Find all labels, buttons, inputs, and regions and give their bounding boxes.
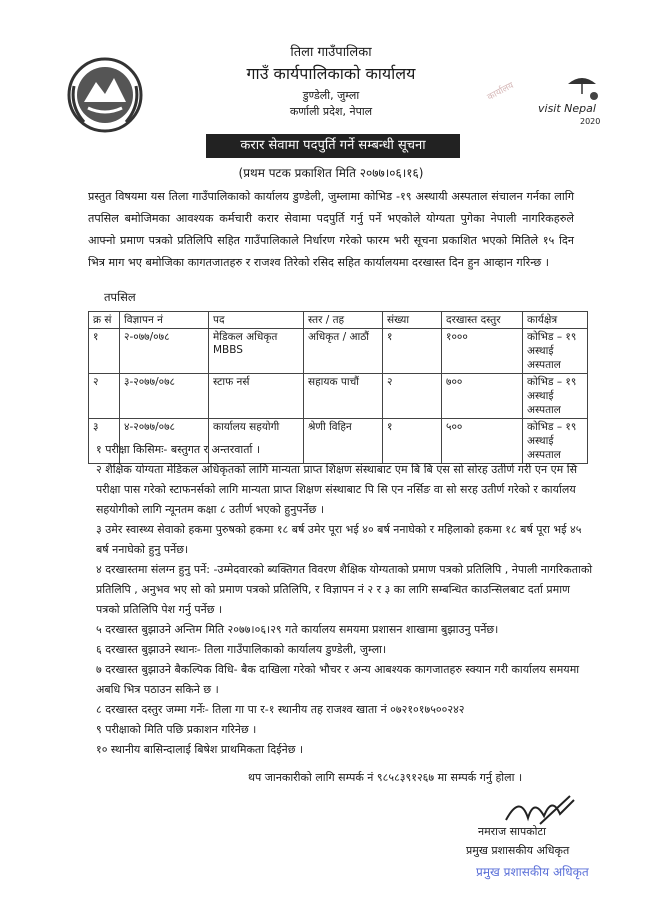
- table-row: [89, 374, 588, 419]
- designation-stamp: प्रमुख प्रशासकीय अधिकृत: [476, 865, 589, 879]
- cell-workplace: कोभिड – १९ अस्थाई अस्पताल: [523, 374, 588, 419]
- col-header-ad-no: विज्ञापन नं: [120, 312, 209, 329]
- list-item: ५ दरखास्त बुझाउने अन्तिम मिति २०७७।०६।२९ गते कार्यालय समयमा प्रशासन शाखामा बुझाउनु पर्नेछ।: [96, 623, 499, 636]
- intro-paragraph: प्रस्तुत विषयमा यस तिला गाउँपालिकाको कार्यालय डुण्डेली, जुम्लामा कोभिड -१९ अस्थायी अस्पताल संचालन गर्नका लागि तपसिल बमोजिमका आवश्यक कर्मचारी करार सेवामा पदपुर्ति गर्नु पर्ने भएकोले योग्यता पुगेका नेपाली नागरिकहरुले आफ्नो प्रमाण पत्रको प्रतिलिपि सहित गाउँपालिकाले निर्धारण गरेको फारम भरी सूचना प्रकाशित भएको मितिले १५ दिन भित्र माग भए बमोजिका कागतजातहरु र राजश्व तिरेको रसिद सहित कार्यालयमा दरखास्त दिन हुन आव्हान गरिन्छ ।: [88, 190, 574, 269]
- list-item: ४ दरखास्तमा संलग्न हुनु पर्ने: -उम्मेदवारको ब्यक्तिगत विवरण शैक्षिक योग्यताको प्रमाण पत्रको प्रतिलिपि , नेपाली नागरिकताको प्रतिलिपि , अनुभव भए सो को प्रमाण पत्रको प्रतिलिपि, र विज्ञापन नं २ र ३ का लागि सम्बन्धित काउन्सिलबाट दर्ता प्रमाण पत्रको प्रतिलिपि पेश गर्नु पर्नेछ ।: [96, 563, 593, 616]
- table-row: [89, 329, 588, 374]
- col-header-sn: क्र सं: [89, 312, 120, 329]
- cell-fee: ५००: [442, 419, 523, 464]
- office-province: कर्णाली प्रदेश, नेपाल: [289, 105, 373, 118]
- cell-ad-no: ३-२०७७/०७८: [120, 374, 209, 419]
- visit-nepal-logo: [536, 72, 624, 132]
- list-item: ६ दरखास्त बुझाउने स्थानः- तिला गाउँपालिकाको कार्यालय डुण्डेली, जुम्ला।: [96, 643, 387, 656]
- signatory-name: नमराज सापकोटा: [478, 825, 546, 838]
- cell-sn: ३: [89, 419, 120, 464]
- list-item: ३ उमेर स्वास्थ्य सेवाको हकमा पुरुषको हकमा १८ बर्ष उमेर पूरा भई ४० बर्ष ननाघेको र महिलाको हकमा १८ बर्ष पूरा भई ४५ बर्ष ननाघेको हुनु पर्नेछ।: [96, 523, 582, 556]
- cell-ad-no: ४-२०७७/०७८: [120, 419, 209, 464]
- list-item: ९ परीक्षाको मिति पछि प्रकाशन गरिनेछ ।: [96, 723, 257, 736]
- table-header-row: [89, 312, 588, 329]
- cell-workplace: कोभिड – १९ अस्थाई अस्पताल: [523, 329, 588, 374]
- contact-line: थप जानकारीको लागि सम्पर्क नं ९८५८३९१२६७ मा सम्पर्क गर्नु होला ।: [248, 771, 523, 784]
- cell-sn: १: [89, 329, 120, 374]
- cell-count: १: [383, 419, 442, 464]
- cell-sn: २: [89, 374, 120, 419]
- visit-nepal-text: visit Nepal: [538, 102, 596, 115]
- col-header-count: संख्या: [383, 312, 442, 329]
- visit-nepal-year: 2020: [580, 117, 601, 126]
- cell-level: श्रेणी विहिन: [304, 419, 383, 464]
- cell-count: २: [383, 374, 442, 419]
- notes-list: [96, 440, 596, 760]
- col-header-level: स्तर / तह: [304, 312, 383, 329]
- schedule-label: तपसिल: [104, 290, 136, 304]
- col-header-post: पद: [209, 312, 304, 329]
- signatory-title: प्रमुख प्रशासकीय अधिकृत: [466, 844, 570, 857]
- list-item: ७ दरखास्त बुझाउने बैकल्पिक विधि- बैक दाखिला गरेको भौचर र अन्य आबश्यक कागजातहरु स्क्यान गरी कार्यालय समयमा अबधि भित्र पठाउन सकिने छ ।: [96, 663, 580, 696]
- office-stamp: कार्यालय: [486, 80, 516, 103]
- list-item: ८ दरखास्त दस्तुर जम्मा गर्नेः- तिला गा पा र-१ स्थानीय तह राजश्व खाता नं ०७२१०१७५००२४२: [96, 703, 465, 716]
- list-item: २ शैक्षिक योग्यता मेडिकल अधिकृतको लागि मान्यता प्राप्त शिक्षण संस्थाबाट एम बि बि एस सो सोरह उतीर्ण गरी एन एम सि परीक्षा पास गरेको स्टाफनर्सको लागि मान्यता प्राप्त शिक्षण संस्थाबाट पि सि एन नर्सिङ वा सो सरह उतीर्ण गरेको र कार्यालय सहयोगीको लागि न्यूनतम कक्षा ८ उतीर्ण भएको हुनुपर्नेछ ।: [96, 463, 578, 516]
- list-item: १० स्थानीय बासिन्दालाई बिषेश प्राथमिकता दिईनेछ ।: [96, 743, 304, 756]
- cell-ad-no: २-०७७/०७८: [120, 329, 209, 374]
- cell-level: अधिकृत / आठौं: [304, 329, 383, 374]
- cell-post: स्टाफ नर्स: [209, 374, 304, 419]
- municipality-name: तिला गाउँपालिका: [290, 45, 372, 60]
- office-name: गाउँ कार्यपालिकाको कार्यालय: [246, 64, 416, 83]
- cell-count: १: [383, 329, 442, 374]
- cell-workplace: कोभिड – १९ अस्थाई अस्पताल: [523, 419, 588, 464]
- col-header-workplace: कार्यक्षेत्र: [523, 312, 588, 329]
- cell-post: मेडिकल अधिकृत MBBS: [209, 329, 304, 374]
- office-location: डुण्डेली, जुम्ला: [302, 89, 360, 102]
- publish-date: (प्रथम पटक प्रकाशित मिति २०७७।०६।१६): [238, 166, 424, 180]
- list-item: १ परीक्षा किसिमः- बस्तुगत र अन्तरवार्ता ।: [96, 443, 260, 456]
- col-header-fee: दरखास्त दस्तुर: [442, 312, 523, 329]
- cell-fee: १०००: [442, 329, 523, 374]
- cell-level: सहायक पाचौं: [304, 374, 383, 419]
- cell-fee: ७००: [442, 374, 523, 419]
- notice-title-banner: करार सेवामा पदपुर्ति गर्ने सम्बन्धी सूचना: [206, 134, 460, 158]
- cell-post: कार्यालय सहयोगी: [209, 419, 304, 464]
